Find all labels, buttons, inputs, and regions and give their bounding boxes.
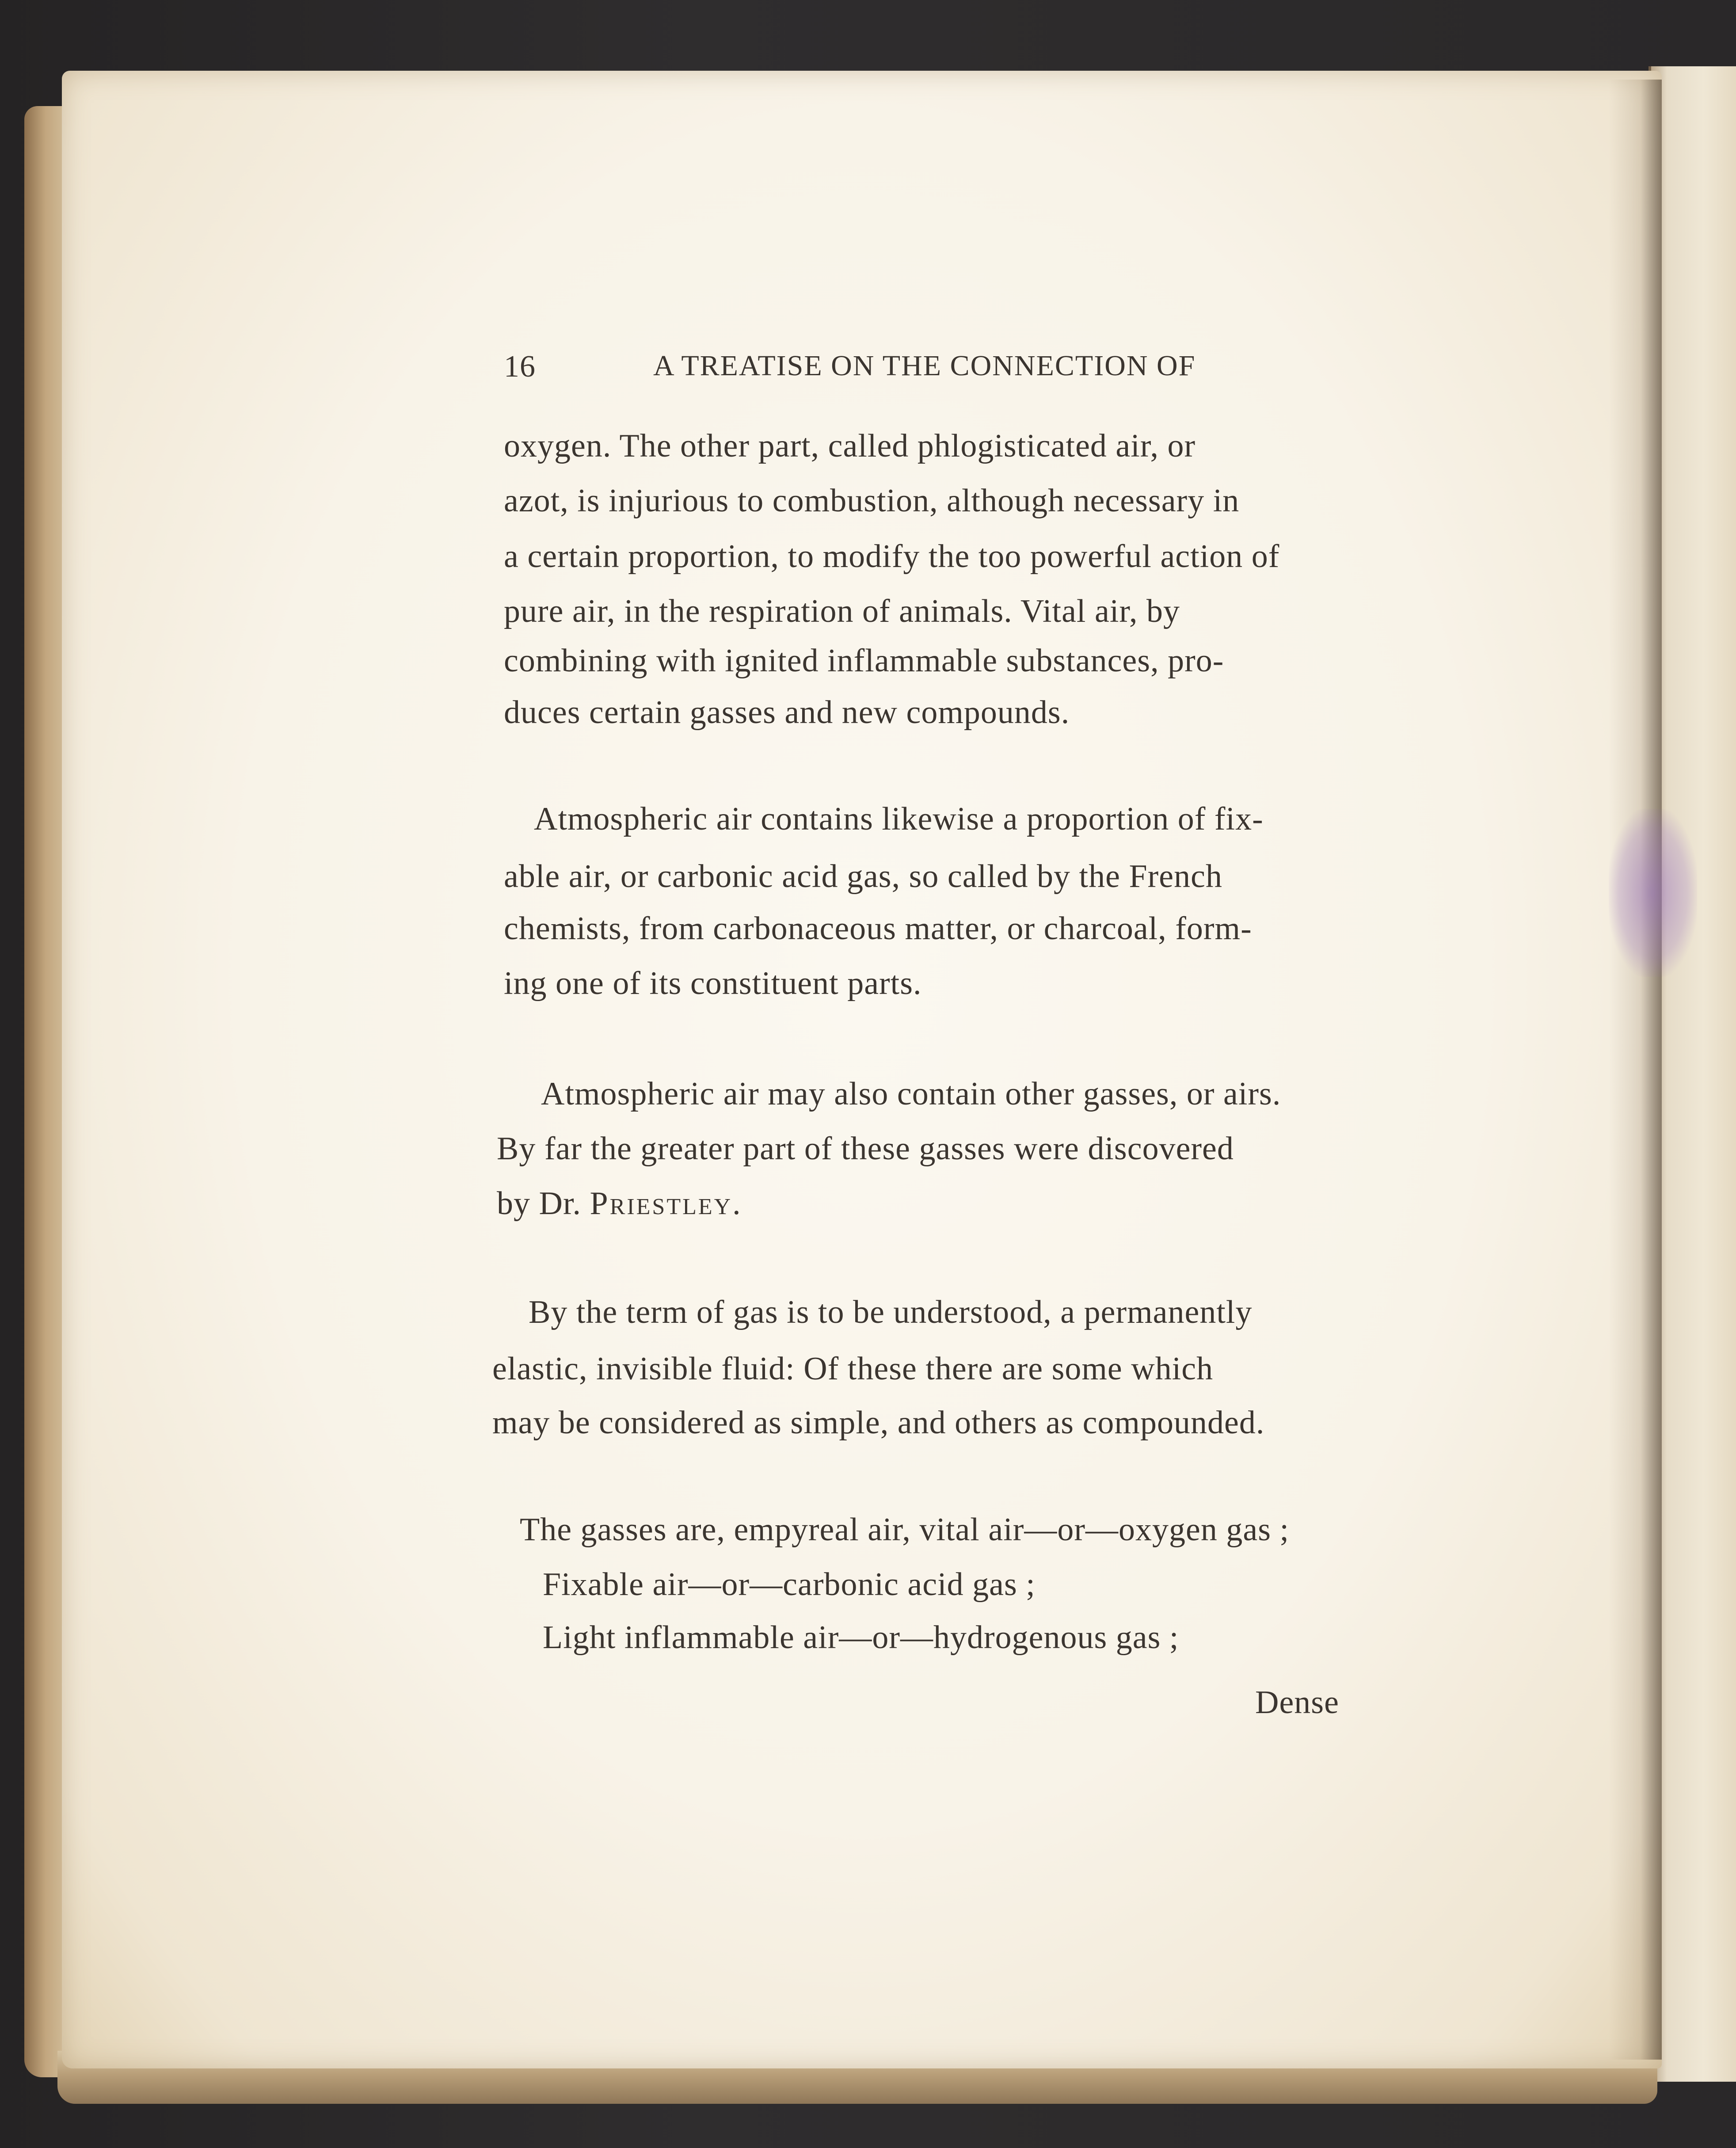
paragraph-4-line: may be considered as simple, and others as compounded. (492, 1405, 1265, 1441)
paragraph-4-line: By the term of gas is to be understood, a permanently (529, 1294, 1253, 1330)
paragraph-1-line: azot, is injurious to combustion, although necessary in (504, 483, 1240, 519)
library-stamp (1609, 809, 1697, 977)
page-gutter-shadow (1609, 80, 1662, 2060)
paragraph-2-line: able air, or carbonic acid gas, so called by the French (504, 858, 1222, 895)
paragraph-2-line: ing one of its constituent parts. (504, 965, 922, 1002)
catchword: Dense (1255, 1684, 1339, 1721)
line-prefix: by Dr. (497, 1185, 590, 1222)
page-number: 16 (504, 350, 536, 384)
gas-list-item: Fixable air—or—carbonic acid gas ; (543, 1566, 1036, 1603)
paragraph-1-line: combining with ignited inflammable substances, pro- (504, 643, 1224, 679)
running-title: A TREATISE ON THE CONNECTION OF (653, 350, 1196, 382)
paragraph-3-line: By far the greater part of these gasses were discovered (497, 1131, 1234, 1167)
paragraph-2-line: Atmospheric air contains likewise a proportion of fix- (534, 801, 1264, 837)
priestley-name: Priestley. (590, 1185, 742, 1222)
gas-list-item: The gasses are, empyreal air, vital air—or—oxygen gas ; (520, 1512, 1290, 1548)
paragraph-2-line: chemists, from carbonaceous matter, or charcoal, form- (504, 910, 1252, 947)
paragraph-1-line: duces certain gasses and new compounds. (504, 694, 1070, 731)
paragraph-1-line: oxygen. The other part, called phlogisticated air, or (504, 428, 1196, 464)
paragraph-4-line: elastic, invisible fluid: Of these there are some which (492, 1351, 1214, 1387)
paragraph-3-line: Atmospheric air may also contain other gasses, or airs. (541, 1076, 1281, 1112)
paragraph-1-line: a certain proportion, to modify the too powerful action of (504, 538, 1280, 575)
gas-list-item: Light inflammable air—or—hydrogenous gas ; (543, 1619, 1179, 1656)
paragraph-1-line: pure air, in the respiration of animals. Vital air, by (504, 593, 1180, 629)
paragraph-3-line (497, 1187, 742, 1220)
